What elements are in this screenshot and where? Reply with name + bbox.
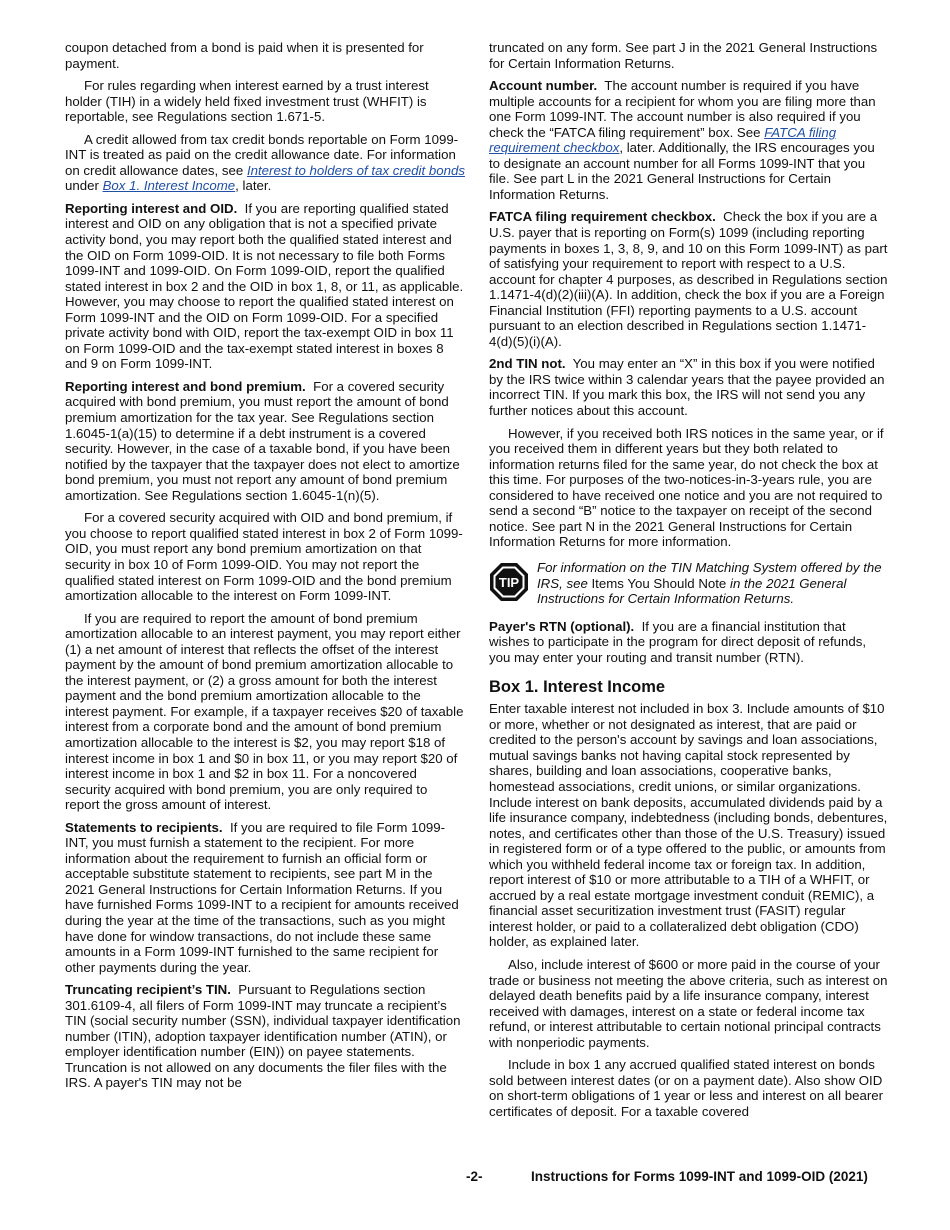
tip-text — [537, 560, 889, 607]
section-body: If you are a financial institution that wishes to participate in the program for direct deposit of refunds, you may enter your routing and transit number (RTN). — [489, 618, 867, 665]
section-account-number — [489, 78, 889, 202]
paragraph: If you are required to report the amount of bond premium amortization allocable to an interest payment, you may report either (1) a net amount of interest that reflects the offset of the interest payment by the amount of bond premium amortization allocable to the interest payment, or (2) a gross amount for both the interest payment and the bond premium amortization allocable to the interest payment. For example, if a taxpayer receives $20 of taxable interest from a corporate bond and the amount of bond premium amortization allocable to the interest is $2, you may report $18 of interest income in box 1 and $0 in box 11, or you may report $20 of interest income in box 1 and $2 in box 11. For a noncovered security acquired with bond premium, you are only required to report the gross amount of interest. — [65, 610, 464, 813]
right-column — [489, 40, 889, 1126]
section-2nd-tin-not — [489, 356, 889, 418]
section-body: Check the box if you are a U.S. payer that is reporting on Form(s) 1099 (including reporting payments in boxes 1, 3, 8, 9, and 10 on this Form 1099-INT) as part of satisfying your requirement to report with respect to a U.S. account for chapter 4 purposes, as described in Regulations section 1.1471-4(d)(2)(iii)(A). In addition, check the box if you are a Foreign Financial Institution (FFI) reporting payments to a U.S. account pursuant to an election described in Regulations section 1.1471-4(d)(5)(i)(A). — [489, 209, 888, 349]
text-run: , later. — [235, 178, 272, 194]
section-body: For a covered security acquired with bond premium, you must report the amount of bond premium amortization for the tax year. See Regulations section 1.6045-1(a)(15) to determine if a debt instrument is a covered security. However, in the case of a taxable bond, if you have been notified by the taxpayer that the taxpayer does not elect to amortize bond premium, you must not report any amount of bond premium amortization. See Regulations section 1.6045-1(n)(5). — [65, 378, 460, 503]
tip-icon — [489, 562, 529, 602]
section-heading: FATCA filing requirement checkbox. — [489, 209, 716, 225]
page-number: -2- — [466, 1169, 483, 1184]
text-run: in the 2021 General Instructions for Certain Information Returns. — [537, 575, 847, 607]
section-body: If you are required to file Form 1099-INT, you must furnish a statement to the recipient. For more information about the requirement to furnish an official form or acceptable substitute statement to recipients, see part M in the 2021 General Instructions for Certain Information Returns. If you have furnished Forms 1099-INT to a recipient for amounts received during the year at the time of the transactions, such as you might have done for window transactions, do not include these same amounts in a Form 1099-INT furnished to the same recipient for other payments during the year. — [65, 819, 459, 975]
paragraph: However, if you received both IRS notices in the same year, or if you received them in different years but they both related to information returns filed for the same year, do not check the box at this time. For purposes of the two-notices-in-3-years rule, you are considered to have received one notice and you are not required to send a second “B” notice to the taxpayer on receipt of the second notice. See part N in the 2021 General Instructions for Certain Information Returns for more information. — [489, 425, 884, 550]
tip-icon-label: TIP — [498, 574, 520, 590]
text-run: Items You Should Note — [591, 575, 727, 591]
section-truncating-tin — [65, 982, 465, 1091]
text-run: A credit allowed from tax credit bonds reportable on Form 1099-INT is treated as paid on the credit allowance date. For information on credit allowance dates, see — [65, 131, 459, 178]
section-heading: Reporting interest and OID. — [65, 200, 238, 216]
left-column — [65, 40, 465, 1098]
paragraph: Include in box 1 any accrued qualified stated interest on bonds sold between interest dates (or on a payment date). Also show OID on short-term obligations of 1 year or less and interest on all bearer certificates of deposit. For a taxable covered — [489, 1057, 884, 1119]
section-fatca-checkbox — [489, 209, 889, 349]
section-heading: Account number. — [489, 78, 598, 94]
paragraph: coupon detached from a bond is paid when it is presented for payment. — [65, 40, 424, 71]
section-payer-rtn — [489, 619, 889, 666]
link-box1-interest-income[interactable]: Box 1. Interest Income — [102, 178, 236, 194]
section-heading: Statements to recipients. — [65, 819, 223, 835]
section-heading: 2nd TIN not. — [489, 356, 566, 372]
box1-heading: Box 1. Interest Income — [489, 678, 666, 697]
section-body: You may enter an “X” in this box if you were notified by the IRS twice within 3 calendar years that the payee provided an incorrect TIN. If you mark this box, the IRS will not send you any further notices about this account. — [489, 356, 885, 419]
paragraph: Also, include interest of $600 or more paid in the course of your trade or business not meeting the above criteria, such as interest on delayed death benefits paid by a life insurance company, interest received with damages, interest on a state or federal income tax refund, or interest attributable to certain notional principal contracts with nonperiodic payments. — [489, 956, 888, 1050]
section-body: Pursuant to Regulations section 301.6109-4, all filers of Form 1099-INT may truncate a recipient’s TIN (social security number (SSN), individual taxpayer identification number (ITIN), adoption taxpayer identification number (ATIN), or employer identification number (EIN)) on payee statements. Truncation is not allowed on any documents the filer files with the IRS. A payer's TIN may not be — [65, 982, 461, 1091]
paragraph: truncated on any form. See part J in the 2021 General Instructions for Certain Information Returns. — [489, 40, 878, 71]
footer-title: Instructions for Forms 1099-INT and 1099-OID (2021) — [531, 1169, 868, 1184]
paragraph: For rules regarding when interest earned by a trust interest holder (TIH) in a widely held fixed investment trust (WHFIT) is reportable, see Regulations section 1.671-5. — [65, 78, 429, 125]
link-interest-to-holders[interactable]: Interest to holders of tax credit bonds — [246, 162, 465, 178]
section-heading: Reporting interest and bond premium. — [65, 378, 306, 394]
paragraph: Enter taxable interest not included in box 3. Include amounts of $10 or more, whether or not designated as interest, that are paid or credited to the person's account by savings and loan associations, mutual savings banks not having capital stock represented by shares, building and loan associations, cooperative banks, homestead associations, credit unions, or similar organizations. Include interest on bank deposits, accumulated dividends paid by a life insurance company, indebtedness (including bonds, debentures, notes, and certificates other than those of the U.S. Treasury) issued in registered form or of a type offered to the public, or amounts from which you withheld federal income tax or foreign tax. In addition, report interest of $10 or more attributable to a TIH of a WHFIT, or accrued by a real estate mortgage investment conduit (REMIC), a financial asset securitization investment trust (FASIT) regular interest holder, or paid to a collateralized debt obligation (CDO) holder, as explained later. — [489, 701, 888, 950]
section-reporting-interest-oid — [65, 201, 465, 372]
paragraph-credit-allowance — [65, 132, 465, 194]
section-statements-to-recipients — [65, 820, 465, 975]
section-heading: Truncating recipient’s TIN. — [65, 982, 231, 998]
text-run: The account number is required if you have multiple accounts for a recipient for whom you are filing more than one Form 1099-INT. The account number is also required if you check the “FATCA filing requirement” box. See — [489, 78, 876, 140]
tip-callout — [489, 560, 889, 607]
text-run: For information on the TIN Matching System offered by the IRS, see — [537, 559, 882, 591]
text-run: , later. Additionally, the IRS encourages you to designate an account number for all Forms 1099-INT that you file. See part L in the 2021 General Instructions for Certain Information Returns. — [489, 140, 875, 202]
text-run: under — [65, 178, 103, 194]
section-body: If you are reporting qualified stated interest and OID on any obligation that is not a specified private activity bond, you may report both the qualified stated interest and the OID on Form 1099-OID. It is not necessary to file both Forms 1099-INT and 1099-OID. On Form 1099-OID, report the qualified stated interest in box 2 and the OID in box 1, 8, or 11, as applicable. However, you may choose to report the qualified stated interest on Form 1099-INT and the OID on Form 1099-OID. For a specified private activity bond with OID, report the tax-exempt OID in box 11 on Form 1099-OID and the tax-exempt stated interest in boxes 8 and 9 on Form 1099-INT. — [65, 200, 464, 372]
section-reporting-bond-premium — [65, 379, 465, 503]
section-heading: Payer's RTN (optional). — [489, 618, 635, 634]
paragraph: For a covered security acquired with OID and bond premium, if you choose to report qualified stated interest in box 2 of Form 1099-OID, you must report any bond premium amortization on that security in box 10 of Form 1099-OID. You may not report the qualified stated interest on Form 1099-OID and the bond premium amortization allocable to the interest on Form 1099-INT. — [65, 510, 463, 604]
link-fatca-checkbox[interactable]: FATCA filing requirement checkbox — [489, 124, 837, 156]
